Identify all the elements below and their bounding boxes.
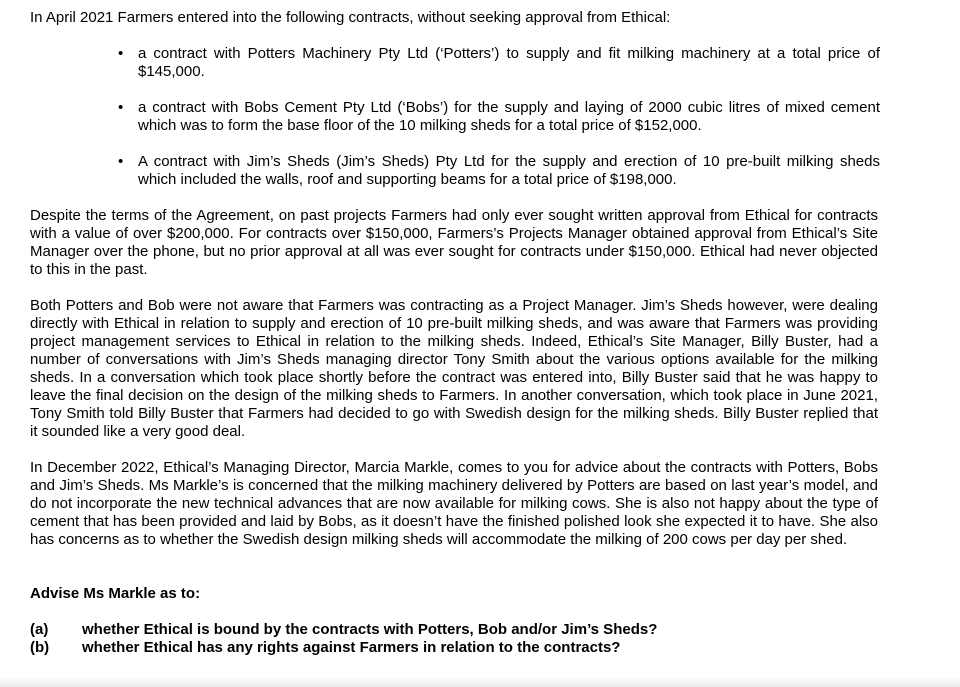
contract-jims-sheds-text: A contract with Jim’s Sheds (Jim’s Sheds) Pty Ltd for the supply and erection of 10 pre-built milking sheds which included the walls, roof and supporting beams for a total price of $198,000. — [138, 153, 880, 188]
bullet-icon: • — [118, 45, 124, 62]
question-text: whether Ethical has any rights against Farmers in relation to the contracts? — [82, 639, 621, 656]
question-text: whether Ethical is bound by the contracts with Potters, Bob and/or Jim’s Sheds? — [82, 621, 658, 638]
page-bottom-shadow — [0, 677, 960, 687]
paragraph-agency-knowledge: Both Potters and Bob were not aware that Farmers was contracting as a Project Manager. Jim’s Sheds however, were dealing directly with Ethical in relation to supply and erection of 10 pre-built milking sheds, and was aware that Farmers was providing project management services to Ethical in relation to the milking sheds. Indeed, Ethical’s Site Manager, Billy Buster, had a number of conversations with Jim’s Sheds managing director Tony Smith about the various options available for the milking sheds. In a conversation which took place shortly before the contract was entered into, Billy Buster said that he was happy to leave the final decision on the design of the milking sheds to Farmers. In another conversation, which took place in June 2021, Tony Smith told Billy Buster that Farmers had decided to go with Swedish design for the milking sheds. Billy Buster replied that it sounded like a very good deal. — [30, 297, 878, 440]
bullet-icon: • — [118, 99, 124, 116]
contract-potters-text: a contract with Potters Machinery Pty Ltd (‘Potters’) to supply and fit milking machinery at a total price of $145,000. — [138, 45, 880, 80]
contract-list — [0, 45, 960, 207]
bullet-icon: • — [118, 153, 124, 170]
list-item — [0, 153, 880, 189]
list-item — [0, 45, 880, 81]
paragraph-approval-practice: Despite the terms of the Agreement, on past projects Farmers had only ever sought written approval from Ethical for contracts with a value of over $200,000. For contracts over $150,000, Farmers’s Projects Manager obtained approval from Ethical’s Site Manager over the phone, but no prior approval at all was ever sought for contracts under $150,000. Ethical had never objected to this in the past. — [30, 207, 878, 278]
intro-text: In April 2021 Farmers entered into the following contracts, without seeking approval from Ethical: — [30, 9, 671, 26]
list-item — [30, 639, 657, 657]
question-label: (a) — [30, 621, 49, 638]
advise-heading: Advise Ms Markle as to: — [30, 585, 201, 602]
list-item — [0, 99, 880, 135]
list-item — [30, 621, 657, 639]
question-label: (b) — [30, 639, 50, 656]
question-list — [30, 621, 657, 657]
contract-bobs-text: a contract with Bobs Cement Pty Ltd (‘Bobs’) for the supply and laying of 2000 cubic litres of mixed cement which was to form the base floor of the 10 milking sheds for a total price of $152,000. — [138, 99, 880, 134]
paragraph-client-concerns: In December 2022, Ethical’s Managing Director, Marcia Markle, comes to you for advice about the contracts with Potters, Bobs and Jim’s Sheds. Ms Markle’s is concerned that the milking machinery delivered by Potters are based on last year’s model, and do not incorporate the new technical advances that are now available for milking cows. She is also not happy about the type of cement that has been provided and laid by Bobs, as it doesn’t have the finished polished look she expected it to have. She also has concerns as to whether the Swedish design milking sheds will accommodate the milking of 200 cows per day per shed. — [30, 459, 878, 548]
